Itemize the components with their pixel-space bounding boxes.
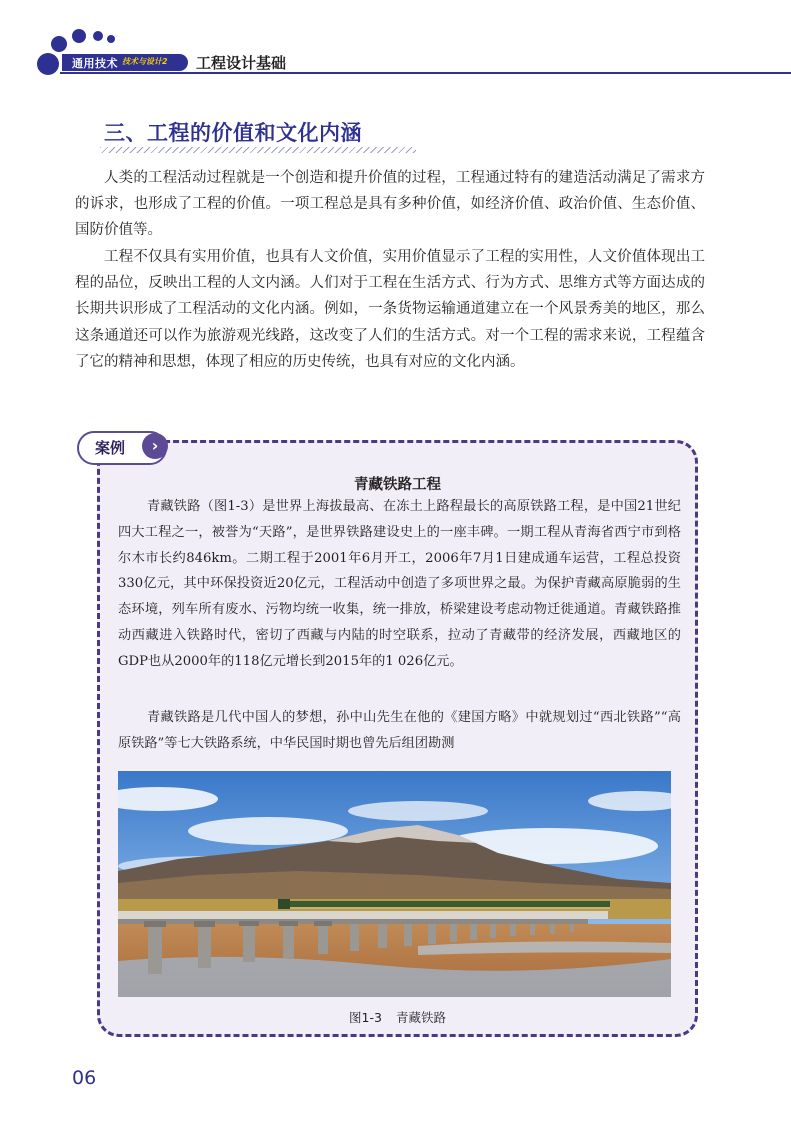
railway-photo [118, 771, 671, 997]
book-title: 工程设计基础 [196, 54, 287, 72]
header-dot-large [37, 53, 59, 75]
case-paragraph: 青藏铁路是几代中国人的梦想，孙中山先生在他的《建国方略》中就规划过“西北铁路”“高原铁路”等七大铁路系统，中华民国时期也曾先后组团勘测 [118, 710, 681, 751]
header-dot [51, 36, 67, 52]
page-header [0, 0, 791, 90]
case-paragraph: 青藏铁路（图1-3）是世界上海拔最高、在冻土上路程最长的高原铁路工程，是中国21世纪四大工程之一，被誉为“天路”，是世界铁路建设史上的一座丰碑。一期工程从青海省西宁市到格尔木市长约846km。二期工程于2001年6月开工，2006年7月1日建成通车运营，工程总投资330亿元，其中环保投资近20亿元，工程活动中创造了多项世界之最。为保护青藏高原脆弱的生态环境，列车所有废水、污物均统一收集，统一排放，桥梁建设考虑动物迁徙通道。青藏铁路推动西藏进入铁路时代，密切了西藏与内陆的时空联系，拉动了青藏带的经济发展，西藏地区的GDP也从2000年的118亿元增长到2015年的1 026亿元。 [118, 499, 681, 669]
case-tab-label: 案例 [95, 439, 126, 457]
figure-number: 图1-3 [349, 1010, 382, 1025]
header-dot [72, 29, 86, 43]
figure-caption-text: 青藏铁路 [395, 1010, 446, 1025]
body-paragraph: 人类的工程活动过程就是一个创造和提升价值的过程，工程通过特有的建造活动满足了需求方的诉求，也形成了工程的价值。一项工程总是具有多种价值，如经济价值、政治价值、生态价值、国防价值等。 [75, 170, 705, 239]
section-title: 三、工程的价值和文化内涵 [104, 121, 362, 145]
series-sublabel: 技术与设计2 [122, 57, 168, 66]
header-rule [60, 72, 791, 74]
header-dot [93, 31, 103, 41]
case-title: 青藏铁路工程 [354, 477, 441, 493]
series-label: 通用技术 [72, 57, 118, 70]
figure-caption [97, 1008, 698, 1026]
section-underline [100, 147, 416, 153]
body-paragraph: 工程不仅具有实用价值，也具有人文价值，实用价值显示了工程的实用性，人文价值体现出工程的品位，反映出工程的人文内涵。人们对于工程在生活方式、行为方式、思维方式等方面达成的长期共识形成了工程活动的文化内涵。例如，一条货物运输通道建立在一个风景秀美的地区，那么这条通道还可以作为旅游观光线路，这改变了人们的生活方式。对一个工程的需求来说，工程蕴含了它的精神和思想，体现了相应的历史传统，也具有对应的文化内涵。 [75, 249, 705, 370]
chevron-right-icon: › [142, 433, 168, 459]
page-number: 06 [72, 1067, 97, 1089]
header-dot [107, 35, 115, 43]
